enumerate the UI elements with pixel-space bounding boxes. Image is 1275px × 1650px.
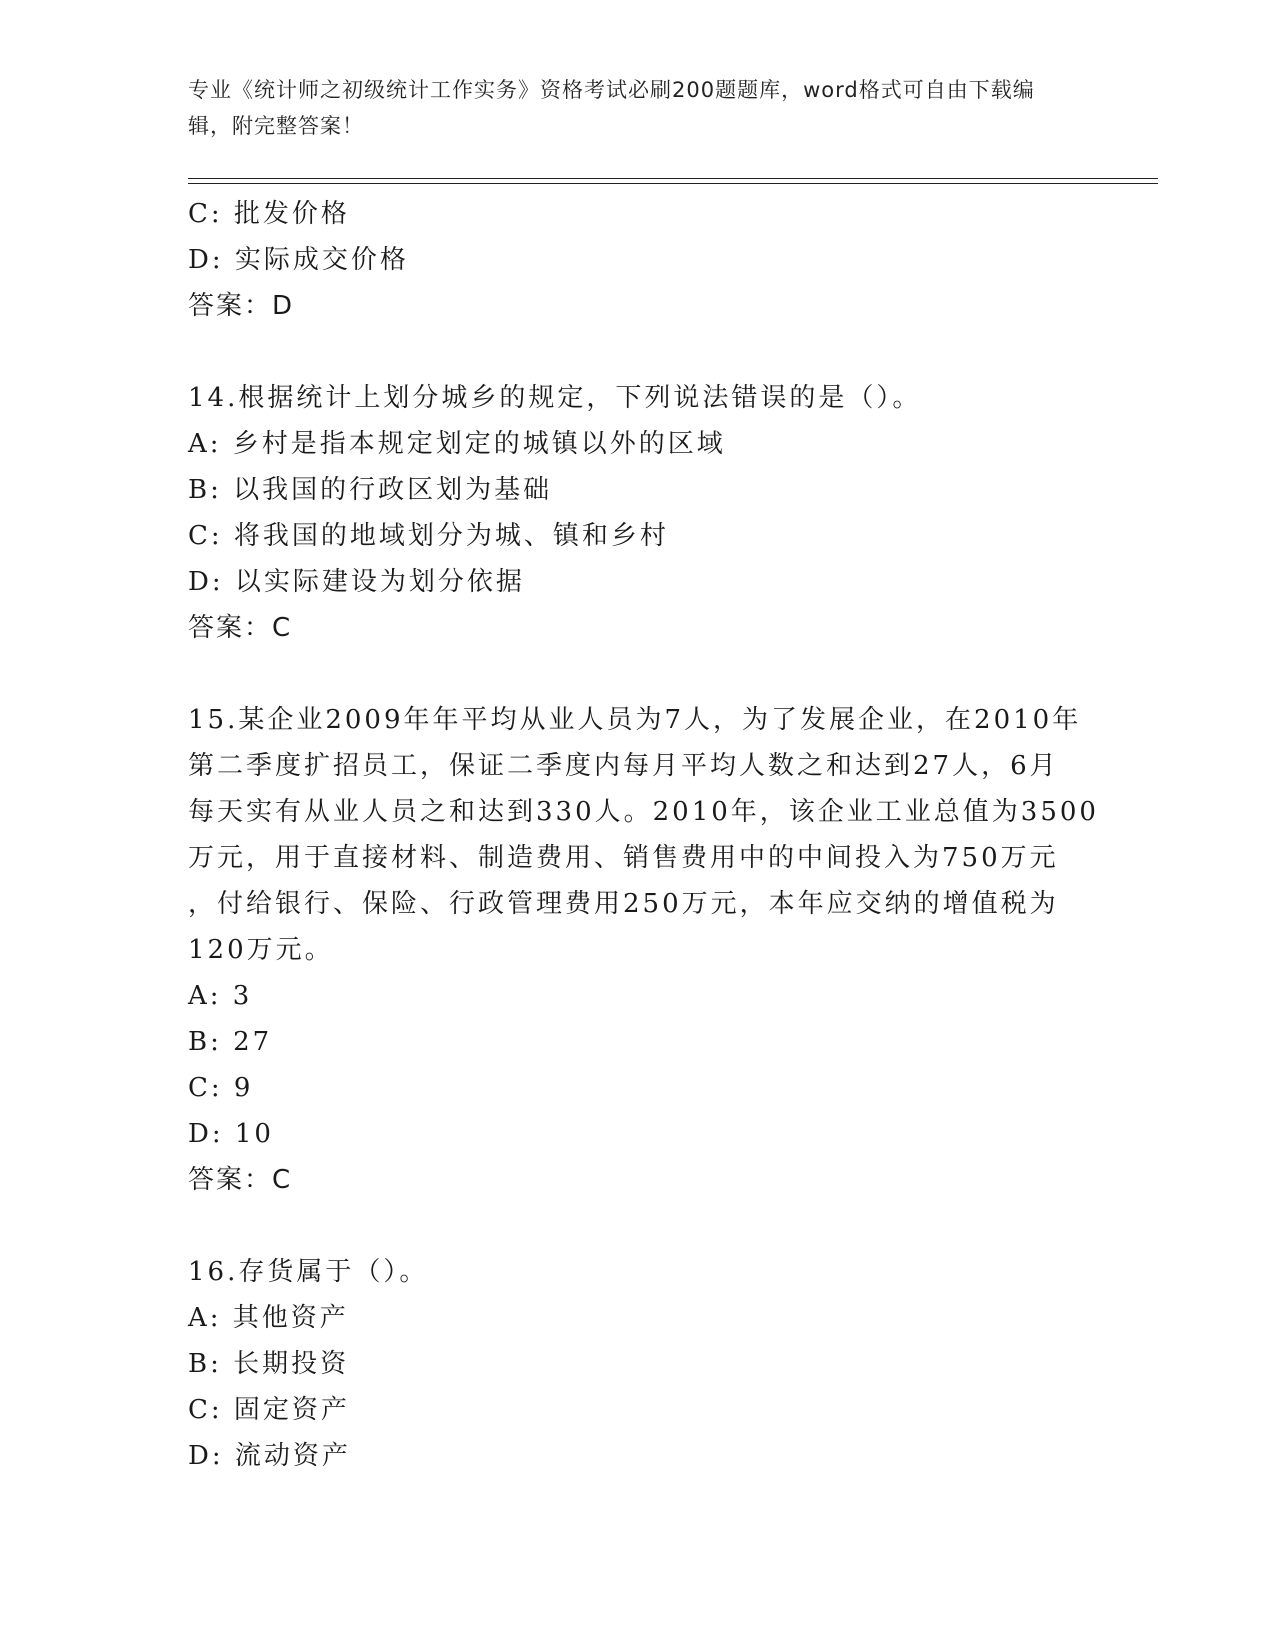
spacer (188, 1203, 1088, 1249)
option-d: D: 10 (188, 1119, 274, 1149)
question-16-stem: 16.存货属于（）。 (188, 1257, 429, 1287)
option-c: C: 固定资产 (188, 1395, 350, 1425)
option-d: D: 实际成交价格 (188, 245, 409, 275)
answer: 答案：C (188, 613, 293, 643)
option-b: B: 以我国的行政区划为基础 (188, 475, 553, 505)
option-c: C: 9 (188, 1073, 254, 1103)
option-c: C: 批发价格 (188, 199, 350, 229)
question-14-stem: 14.根据统计上划分城乡的规定，下列说法错误的是（）。 (188, 383, 922, 413)
question-15-stem-line: ，付给银行、保险、行政管理费用250万元，本年应交纳的增值税为 (188, 889, 1059, 919)
option-a: A: 其他资产 (188, 1303, 349, 1333)
header-rule-top (188, 178, 1158, 179)
answer: 答案：C (188, 1165, 293, 1195)
option-a: A: 3 (188, 981, 253, 1011)
option-a: A: 乡村是指本规定划定的城镇以外的区域 (188, 429, 726, 459)
header-rule-bottom (188, 183, 1158, 184)
answer: 答案：D (188, 291, 295, 321)
option-d: D: 以实际建设为划分依据 (188, 567, 525, 597)
question-15-stem-line: 120万元。 (188, 935, 334, 965)
document-body (188, 191, 1099, 1479)
option-b: B: 长期投资 (188, 1349, 350, 1379)
spacer (188, 651, 1088, 697)
question-15-stem-line: 每天实有从业人员之和达到330人。2010年，该企业工业总值为3500 (188, 797, 1099, 827)
option-c: C: 将我国的地域划分为城、镇和乡村 (188, 521, 669, 551)
option-d: D: 流动资产 (188, 1441, 351, 1471)
question-15-stem-line: 15.某企业2009年年平均从业人员为7人，为了发展企业，在2010年 (188, 705, 1082, 735)
question-15-stem-line: 万元，用于直接材料、制造费用、销售费用中的中间投入为750万元 (188, 843, 1059, 873)
option-b: B: 27 (188, 1027, 273, 1057)
document-header: 专业《统计师之初级统计工作实务》资格考试必刷200题题库，word格式可自由下载编辑，附完整答案！ (188, 78, 1035, 138)
question-15-stem-line: 第二季度扩招员工，保证二季度内每月平均人数之和达到27人，6月 (188, 751, 1059, 781)
spacer (188, 329, 1088, 375)
